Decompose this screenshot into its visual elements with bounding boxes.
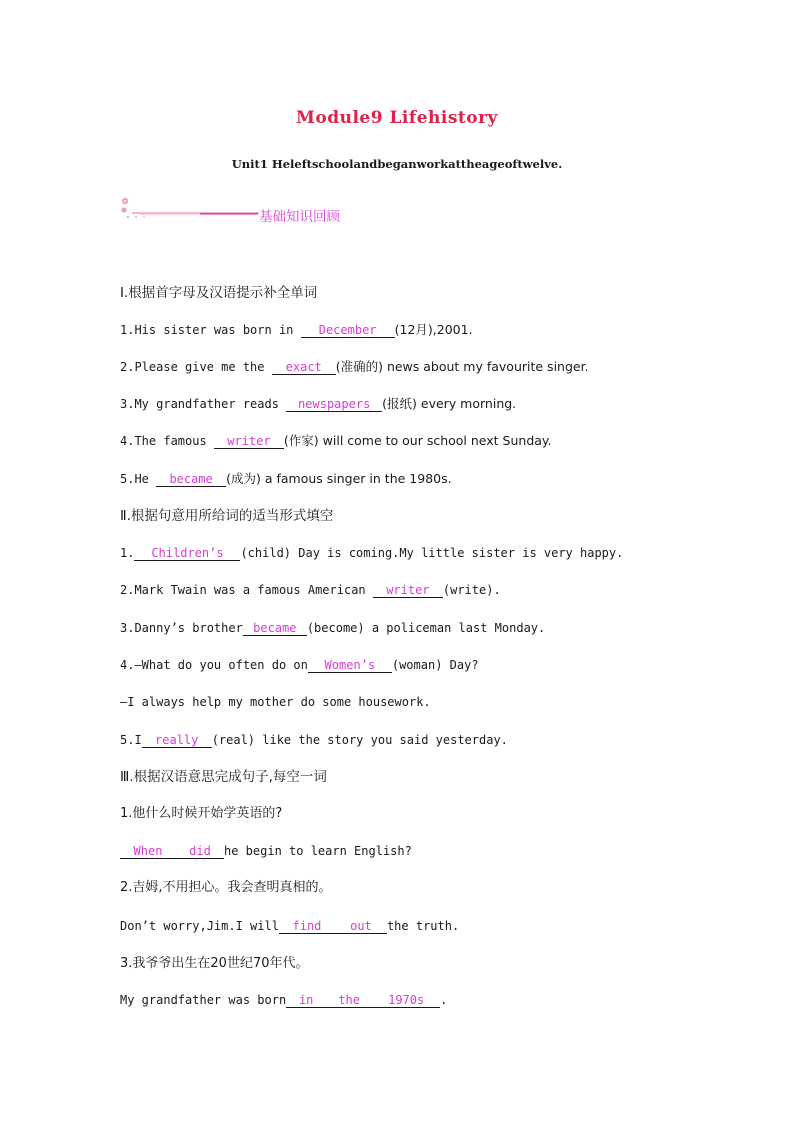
answer-blank: December [301,323,395,338]
s1-item-3: 3.My grandfather reads newspapers (报纸) every morning. [120,396,517,411]
answer-blank: writer [373,583,443,598]
s2-item-4: 4.—What do you often do on Women’s (woman) Day? [120,658,479,672]
answer-blank: find [279,919,335,934]
s2-item-2: 2.Mark Twain was a famous American writer (write). [120,583,501,597]
section-1-heading: Ⅰ.根据首字母及汉语提示补全单词 [120,285,318,301]
section-3-heading: Ⅲ.根据汉语意思完成句子,每空一词 [120,769,327,785]
answer-blank: When [120,844,176,859]
answer-blank: exact [272,360,336,375]
answer-blank: newspapers [286,397,382,412]
s3-prompt-3: 3.我爷爷出生在20世纪70年代。 [120,956,309,971]
flower-icon [121,198,144,219]
answer-blank: 1970s [372,993,440,1008]
s3-item-2: Don’t worry,Jim.I will find out the truth. [120,919,460,933]
answer-blank: became [243,621,307,636]
answer-blank: Children’s [134,546,240,561]
s1-item-1: 1.His sister was born in December (12月),2001. [120,322,473,337]
answer-blank: the [326,993,372,1008]
s3-item-1: When did he begin to learn English? [120,843,412,859]
answer-blank: really [142,733,212,748]
answer-blank: in [286,993,326,1008]
s3-prompt-2: 2.吉姆,不用担心。我会查明真相的。 [120,880,332,895]
unit-subtitle: Unit1 Heleftschoolandbeganworkattheageoftwelve. [231,157,563,171]
answer-blank: Women’s [308,658,392,673]
page-title: Module9 Lifehistory [296,108,498,128]
section-2-heading: Ⅱ.根据句意用所给词的适当形式填空 [120,508,334,524]
answer-blank: writer [214,434,284,449]
s2-item-1: 1. Children’s (child) Day is coming.My little sister is very happy. [120,546,624,560]
banner-label: 基础知识回顾 [259,209,340,225]
s3-prompt-1: 1.他什么时候开始学英语的? [120,806,283,821]
s2-item-5: 5.I really (real) like the story you said yesterday. [120,733,508,747]
s3-item-3: My grandfather was born in the 1970s . [120,993,448,1007]
s2-item-4-reply: —I always help my mother do some housework. [120,695,431,709]
answer-blank: became [156,472,226,487]
s1-item-4: 4.The famous writer (作家) will come to our school next Sunday. [120,433,552,448]
s2-item-3: 3.Danny’s brother became (become) a policeman last Monday. [120,621,546,635]
answer-blank: did [176,844,224,859]
s1-item-2: 2.Please give me the exact (准确的) news about my favourite singer. [120,359,589,374]
s1-item-5: 5.He became (成为) a famous singer in the 1980s. [120,471,452,486]
answer-blank: out [335,919,387,934]
